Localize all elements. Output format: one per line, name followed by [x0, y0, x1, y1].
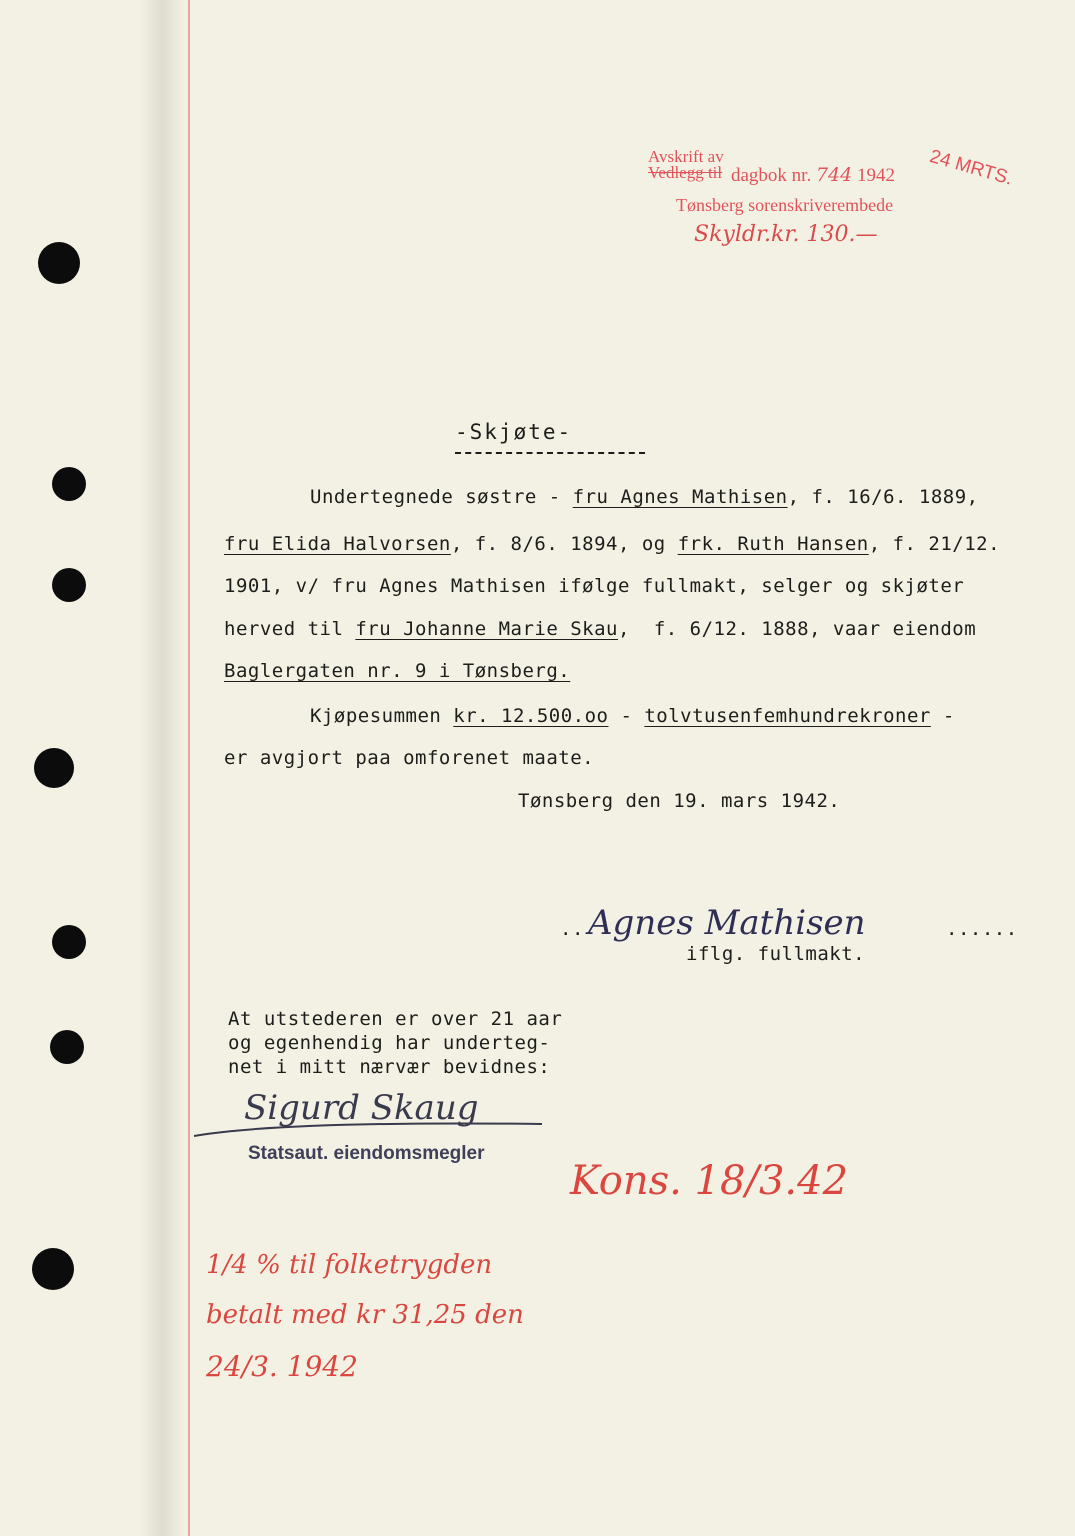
body-text: Kjøpesummen	[310, 705, 454, 727]
underlined-text: frk. Ruth Hansen	[677, 533, 869, 555]
stamp-dagbok-number: 744	[815, 164, 853, 186]
punch-hole	[52, 467, 86, 501]
punch-hole	[38, 242, 80, 284]
fee-note-line-2: betalt med kr 31,25 den	[206, 1300, 524, 1330]
body-text: 1901, v/ fru Agnes Mathisen ifølge fullmakt, selger og skjøter	[224, 575, 965, 597]
body-text: er avgjort paa omforenet maate.	[224, 747, 595, 769]
body-text: -	[608, 705, 645, 727]
witness-signature: Sigurd Skaug	[244, 1088, 479, 1128]
place-date: Tønsberg den 19. mars 1942.	[518, 790, 841, 812]
body-text: , f. 6/12. 1888, vaar eiendom	[618, 618, 977, 640]
stamp-date: 24 MRTS.	[927, 146, 1015, 190]
fee-note-line-1: 1/4 % til folketrygden	[206, 1250, 493, 1280]
punch-hole	[32, 1248, 74, 1290]
underlined-text: kr. 12.500.oo	[453, 705, 609, 727]
body-line	[224, 533, 1000, 555]
body-text: , f. 21/12.	[868, 533, 1001, 555]
punch-hole	[52, 568, 86, 602]
control-note: Kons. 18/3.42	[570, 1158, 849, 1204]
stamp-office: Tønsberg sorenskriverembede	[676, 195, 894, 215]
title-underline	[455, 452, 645, 454]
underlined-text: fru Elida Halvorsen	[224, 533, 451, 555]
body-line	[310, 486, 979, 508]
punch-hole	[50, 1030, 84, 1064]
underlined-text: fru Agnes Mathisen	[572, 486, 788, 508]
fee-note-line-3: 24/3. 1942	[206, 1350, 358, 1383]
stamp-avskrift: Avskrift av	[648, 147, 724, 166]
body-text: herved til	[224, 618, 356, 640]
stamp-vedlegg: Vedlegg til	[648, 163, 723, 182]
witness-line-1: At utstederen er over 21 aar	[228, 1008, 563, 1030]
body-line	[310, 705, 955, 727]
body-text: , f. 16/6. 1889,	[787, 486, 979, 508]
signature-dots-right: ......	[946, 918, 1018, 940]
scan-shadow	[140, 0, 184, 1536]
stamp-dagbok-label: dagbok nr.	[731, 165, 812, 186]
body-line	[224, 660, 570, 682]
body-text: -	[930, 705, 955, 727]
stamp-dagbok-year: 1942	[856, 165, 895, 186]
signature-dots-left: ..	[560, 918, 584, 940]
underlined-text: Baglergaten nr. 9 i Tønsberg.	[224, 660, 571, 682]
stamp-dagbok	[731, 164, 895, 187]
punch-hole	[34, 748, 74, 788]
body-text: , f. 8/6. 1894, og	[450, 533, 678, 555]
witness-line-2: og egenhendig har underteg-	[228, 1032, 551, 1054]
underlined-text: fru Johanne Marie Skau	[355, 618, 619, 640]
signature-caption: iflg. fullmakt.	[686, 943, 866, 965]
witness-title: Statsaut. eiendomsmegler	[248, 1143, 485, 1164]
witness-line-3: net i mitt nærvær bevidnes:	[228, 1056, 551, 1078]
body-line	[224, 618, 976, 640]
document-title: -Skjøte-	[455, 420, 573, 444]
stamp-fee-handwritten: Skyldr.kr. 130.—	[694, 222, 878, 247]
underlined-text: tolvtusenfemhundrekroner	[644, 705, 931, 727]
body-line	[224, 575, 964, 597]
margin-line	[188, 0, 190, 1536]
seller-signature: Agnes Mathisen	[588, 903, 866, 943]
body-line	[224, 747, 594, 769]
punch-hole	[52, 925, 86, 959]
body-text: Undertegnede søstre -	[310, 486, 573, 508]
